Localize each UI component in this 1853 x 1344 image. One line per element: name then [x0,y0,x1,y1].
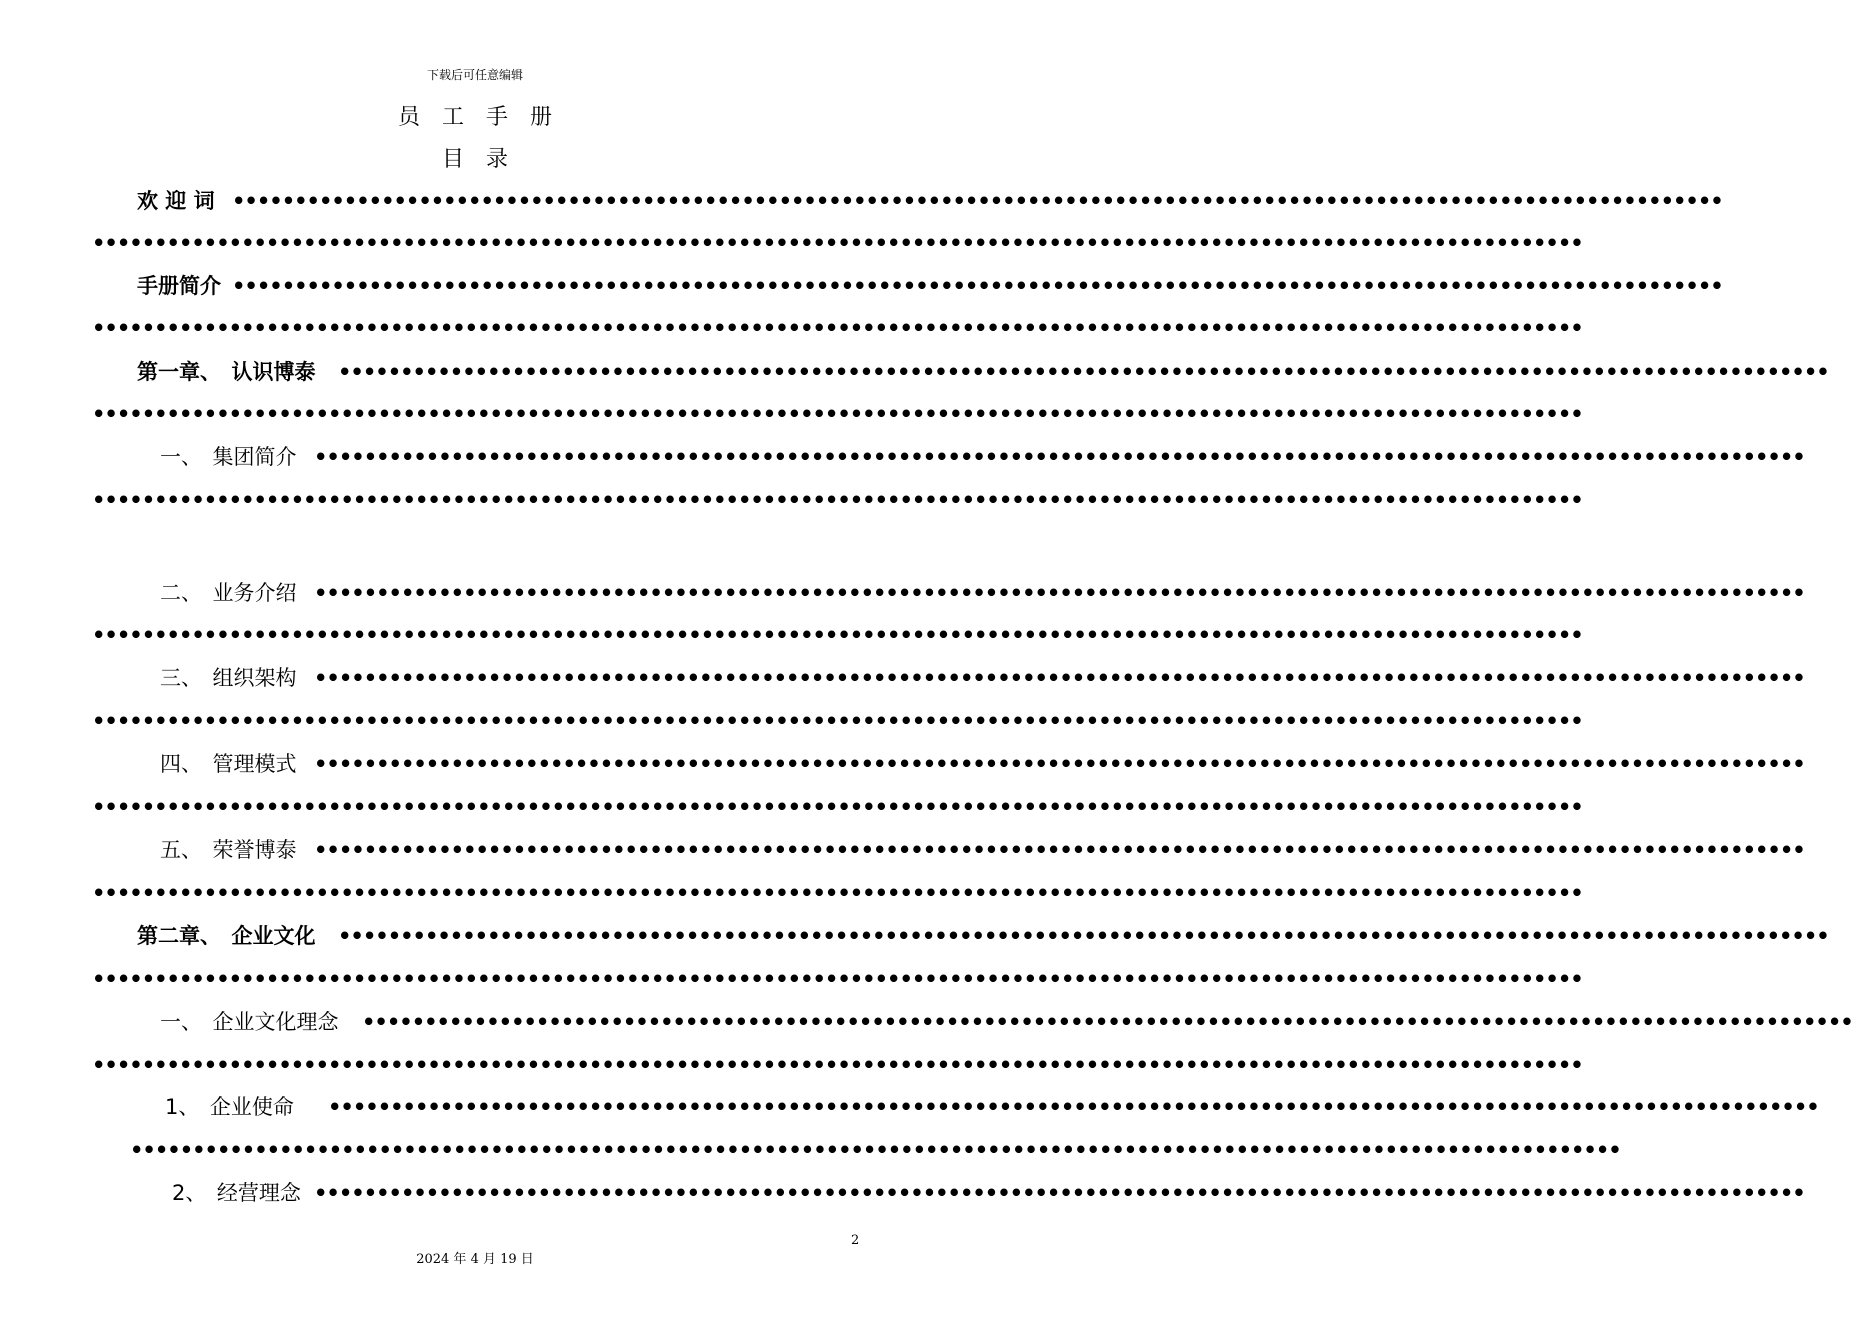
toc-entry-label: 手册简介 [137,274,221,298]
toc-entry-label: 第一章、 认识博泰 [137,360,316,384]
toc-leader-dots: •••••••••••••••••••••••••••••••••••••••••••••••••••••••••••••••••••••••••••••••••••••••••••••••••••••••••••••••••••••••• [314,581,1805,605]
toc-leader-dots: •••••••••••••••••••••••••••••••••••••••••••••••••••••••••••••••••••••••••••••••••••••••••••••••••••••••••••••••••••••••• [314,666,1805,690]
toc-leader-dots: •••••••••••••••••••••••••••••••••••••••••••••••••••••••••••••••••••••••••••••••••••••••••••••••••••••••••••••••••••••••• [92,709,1583,733]
toc-leader-dots: •••••••••••••••••••••••••••••••••••••••••••••••••••••••••••••••••••••••••••••••••••••••••••••••••••••••••••••••••••••••• [92,402,1583,426]
toc-entry-org-structure[interactable] [0,663,1805,693]
toc-leader-dots: •••••••••••••••••••••••••••••••••••••••••••••••••••••••••••••••••••••••••••••••••••••••••••••••••••••••••••••••••••••••• [338,924,1829,948]
toc-leader-dots: •••••••••••••••••••••••••••••••••••••••••••••••••••••••••••••••••••••••••••••••••••••••••••••••••••••••••••••••••••••••• [232,274,1723,298]
page-number: 2 [851,1233,860,1248]
toc-leader-continuation [0,313,1583,343]
toc-leader-continuation [0,399,1583,429]
toc-entry-culture-philosophy[interactable] [0,1007,1853,1037]
toc-leader-dots: •••••••••••••••••••••••••••••••••••••••••••••••••••••••••••••••••••••••••••••••••••••••••••••••••••••••••••••••••••••••• [92,231,1583,255]
document-title: 员 工 手 册 [397,105,552,130]
toc-entry-label: 第二章、 企业文化 [137,924,316,948]
toc-entry-management-mode[interactable] [0,749,1805,779]
toc-entry-chapter-1[interactable] [0,357,1829,387]
toc-leader-dots: •••••••••••••••••••••••••••••••••••••••••••••••••••••••••••••••••••••••••••••••••••••••••••••••••••••••••••••••••••••••• [362,1010,1853,1034]
toc-leader-dots: •••••••••••••••••••••••••••••••••••••••••••••••••••••••••••••••••••••••••••••••••••••••••••••••••••••••••••••••••••••••• [232,189,1723,213]
toc-leader-continuation [0,485,1583,515]
toc-entry-label: 五、 荣誉博泰 [160,838,297,862]
toc-leader-continuation [0,620,1583,650]
toc-leader-dots: •••••••••••••••••••••••••••••••••••••••••••••••••••••••••••••••••••••••••••••••••••••••••••••••••••••••••••••••••••••••• [328,1095,1819,1119]
toc-leader-dots: •••••••••••••••••••••••••••••••••••••••••••••••••••••••••••••••••••••••••••••••••••••••••••••••••••••••••••••••••••••••• [314,752,1805,776]
toc-leader-dots: •••••••••••••••••••••••••••••••••••••••••••••••••••••••••••••••••••••••••••••••••••••••••••••••••••••••••••••••••••••••• [314,445,1805,469]
toc-leader-dots: •••••••••••••••••••••••••••••••••••••••••••••••••••••••••••••••••••••••••••••••••••••••••••••••••••••••••••••••••••••••• [92,488,1583,512]
toc-leader-continuation [0,792,1583,822]
toc-entry-label: 一、 集团简介 [160,445,297,469]
toc-entry-label: 2、 经营理念 [172,1181,301,1205]
toc-entry-label: 三、 组织架构 [160,666,297,690]
toc-leader-continuation [0,1050,1583,1080]
toc-entry-label: 二、 业务介绍 [160,581,297,605]
toc-leader-dots: •••••••••••••••••••••••••••••••••••••••••••••••••••••••••••••••••••••••••••••••••••••••••••••••••••••••••••••••••••••••• [92,1053,1583,1077]
toc-leader-dots: •••••••••••••••••••••••••••••••••••••••••••••••••••••••••••••••••••••••••••••••••••••••••••••••••••••••••••••••••••••••• [92,316,1583,340]
toc-entry-mission[interactable] [0,1092,1819,1122]
toc-leader-dots: •••••••••••••••••••••••••••••••••••••••••••••••••••••••••••••••••••••••••••••••••••••••••••••••••••••••••••••••••••••••• [92,623,1583,647]
toc-entry-label: 一、 企业文化理念 [160,1010,339,1034]
toc-leader-continuation [0,878,1583,908]
toc-heading: 目 录 [441,147,508,172]
toc-leader-continuation [0,706,1583,736]
toc-leader-dots: •••••••••••••••••••••••••••••••••••••••••••••••••••••••••••••••••••••••••••••••••••••••••••••••••••••••••••••••••••••••• [314,1181,1805,1205]
toc-leader-continuation [0,228,1583,258]
toc-entry-manual-intro[interactable] [0,271,1723,301]
toc-leader-dots: •••••••••••••••••••••••••••••••••••••••••••••••••••••••••••••••••••••••••••••••••••••••••••••••••••••••••••••••••••••••• [314,838,1805,862]
toc-entry-chapter-2[interactable] [0,921,1829,951]
header-note: 下载后可任意编辑 [426,68,523,82]
toc-leader-dots: •••••••••••••••••••••••••••••••••••••••••••••••••••••••••••••••••••••••••••••••••••••••••••••••••••••••••••••••••••••••• [92,881,1583,905]
toc-leader-dots: •••••••••••••••••••••••••••••••••••••••••••••••••••••••••••••••••••••••••••••••••••••••••••••••••••••••••••••••••••••••• [92,795,1583,819]
toc-leader-continuation [0,964,1583,994]
toc-entry-label: 四、 管理模式 [160,752,297,776]
toc-leader-continuation [0,1135,1621,1165]
toc-entry-business-intro[interactable] [0,578,1805,608]
toc-entry-welcome[interactable] [0,186,1723,216]
toc-entry-label: 欢 迎 词 [137,189,215,213]
toc-entry-business-philosophy[interactable] [0,1178,1805,1208]
toc-leader-dots: •••••••••••••••••••••••••••••••••••••••••••••••••••••••••••••••••••••••••••••••••••••••••••••••••••••••••••••••••••••••• [92,967,1583,991]
toc-entry-label: 1、 企业使命 [165,1095,294,1119]
toc-leader-dots: •••••••••••••••••••••••••••••••••••••••••••••••••••••••••••••••••••••••••••••••••••••••••••••••••••••••••••••••••••••••• [130,1138,1621,1162]
toc-leader-dots: •••••••••••••••••••••••••••••••••••••••••••••••••••••••••••••••••••••••••••••••••••••••••••••••••••••••••••••••••••••••• [338,360,1829,384]
footer-date: 2024 年 4 月 19 日 [416,1252,534,1267]
toc-entry-group-intro[interactable] [0,442,1805,472]
toc-entry-honors[interactable] [0,835,1805,865]
